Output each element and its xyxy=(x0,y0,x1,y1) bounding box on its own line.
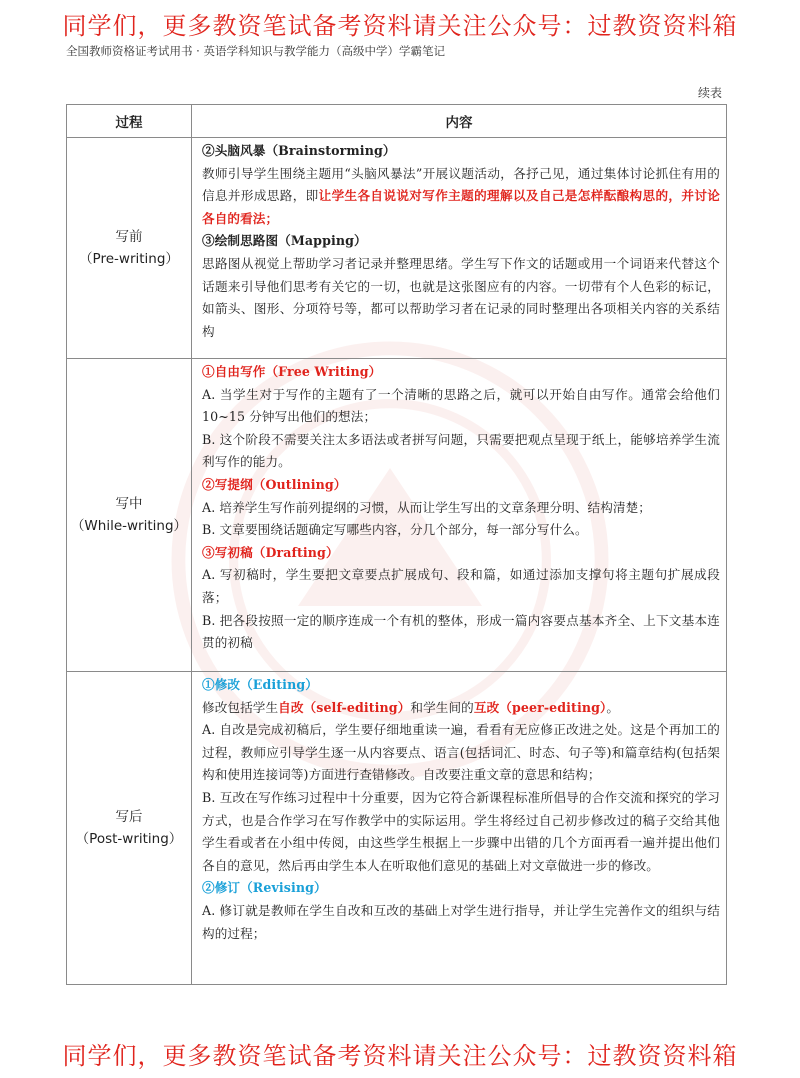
highlight-text: 自改（self-editing） xyxy=(278,699,411,715)
content-paragraph xyxy=(202,163,720,231)
table-body xyxy=(67,138,727,985)
bottom-banner: 同学们，更多教资笔试备考资料请关注公众号：过教资资料箱 xyxy=(62,1042,738,1070)
content-paragraph: A. 自改是完成初稿后，学生要仔细地重读一遍，看看有无应修正改进之处。这是个再加工的过程，教师应引导学生逐一从内容要点、语言(包括词汇、时态、句子等)和篇章结构(包括架构和使用连接词等)方面进行查错修改。自改要注重文章的意思和结构； xyxy=(202,722,720,783)
content-paragraph: B. 这个阶段不需要关注太多语法或者拼写问题，只需要把观点呈现于纸上，能够培养学生流利写作的能力。 xyxy=(202,431,720,470)
running-head: 全国教师资格证考试用书 · 英语学科知识与教学能力（高级中学）学霸笔记 xyxy=(66,44,445,58)
stage-name-cn: 写后 xyxy=(115,809,143,825)
table-row xyxy=(67,359,727,672)
section-heading: ③写初稿（Drafting） xyxy=(202,544,339,560)
content-paragraph: B. 文章要围绕话题确定写哪些内容，分几个部分，每一部分写什么。 xyxy=(202,522,588,538)
table-row xyxy=(67,138,727,359)
table-header-row xyxy=(67,105,727,138)
content-paragraph: B. 把各段按照一定的顺序连成一个有机的整体，形成一篇内容要点基本齐全、上下文基本连贯的初稿 xyxy=(202,612,720,651)
stage-cell xyxy=(67,138,192,359)
content-paragraph: A. 培养学生写作前列提纲的习惯，从而让学生写出的文章条理分明、结构清楚； xyxy=(202,499,651,515)
stage-name-en: （Pre-writing） xyxy=(79,251,179,267)
text-segment: 修改包括学生 xyxy=(202,699,279,715)
stage-name-en: （Post-writing） xyxy=(75,831,183,847)
stage-name-en: （While-writing） xyxy=(70,518,188,534)
section-heading: ②头脑风暴（Brainstorming） xyxy=(202,143,396,158)
content-paragraph xyxy=(202,697,720,720)
section-heading: ②写提纲（Outlining） xyxy=(202,476,347,492)
content-paragraph: A. 写初稿时，学生要把文章要点扩展成句、段和篇，如通过添加支撑句将主题句扩展成段落； xyxy=(202,567,720,605)
text-segment: 和学生间的 xyxy=(410,699,474,715)
stage-name-cn: 写中 xyxy=(115,496,143,512)
text-segment: 教师引导学生围绕主题用“头脑风暴法”开展议题活动，各抒己见，通过集体讨论抓住有用的信息并形成思路，即 xyxy=(202,165,720,204)
content-paragraph: A. 修订就是教师在学生自改和互改的基础上对学生进行指导，并让学生完善作文的组织与结构的过程； xyxy=(202,902,720,941)
content-paragraph: 思路图从视觉上帮助学习者记录并整理思绪。学生写下作文的话题或用一个词语来代替这个话题来引导他们思考有关它的一切，也就是这张图应有的内容。一切带有个人色彩的标记，如箭头、图形、分项符号等，都可以帮助学习者在记录的同时整理出各项相关内容的关系结构 xyxy=(202,255,720,339)
section-heading: ①修改（Editing） xyxy=(202,677,318,692)
stage-cell xyxy=(67,359,192,672)
content-paragraph: B. 互改在写作练习过程中十分重要，因为它符合新课程标准所倡导的合作交流和探究的学习方式，也是合作学习在写作教学中的实际运用。学生将经过自己初步修改过的稿子交给其他学生看或者在小组中传阅，由这些学生根据上一步骤中出错的几个方面再看一遍并提出他们各自的意见，然后再由学生本人在听取他们意见的基础上对文章做进一步的修改。 xyxy=(202,789,720,873)
section-heading: ②修订（Revising） xyxy=(202,880,327,896)
continued-label: 续表 xyxy=(697,86,722,100)
content-paragraph: A. 当学生对于写作的主题有了一个清晰的思路之后，就可以开始自由写作。通常会给他们 10~15 分钟写出他们的想法； xyxy=(202,386,720,425)
content-cell xyxy=(192,672,727,985)
writing-process-table xyxy=(66,104,727,985)
table-row xyxy=(67,672,727,985)
content-cell xyxy=(192,138,727,359)
section-heading: ①自由写作（Free Writing） xyxy=(202,364,382,379)
text-segment: 。 xyxy=(606,699,620,715)
header-stage: 过程 xyxy=(67,105,192,138)
header-content: 内容 xyxy=(192,105,727,138)
content-cell xyxy=(192,359,727,672)
stage-cell xyxy=(67,672,192,985)
stage-name-cn: 写前 xyxy=(115,229,143,245)
section-heading: ③绘制思路图（Mapping） xyxy=(202,233,367,249)
highlight-text: 互改（peer-editing） xyxy=(473,699,607,715)
highlight-text: 让学生各自说说对写作主题的理解以及自己是怎样酝酿构思的，并讨论各自的看法； xyxy=(202,188,720,226)
top-banner: 同学们，更多教资笔试备考资料请关注公众号：过教资资料箱 xyxy=(62,12,738,40)
